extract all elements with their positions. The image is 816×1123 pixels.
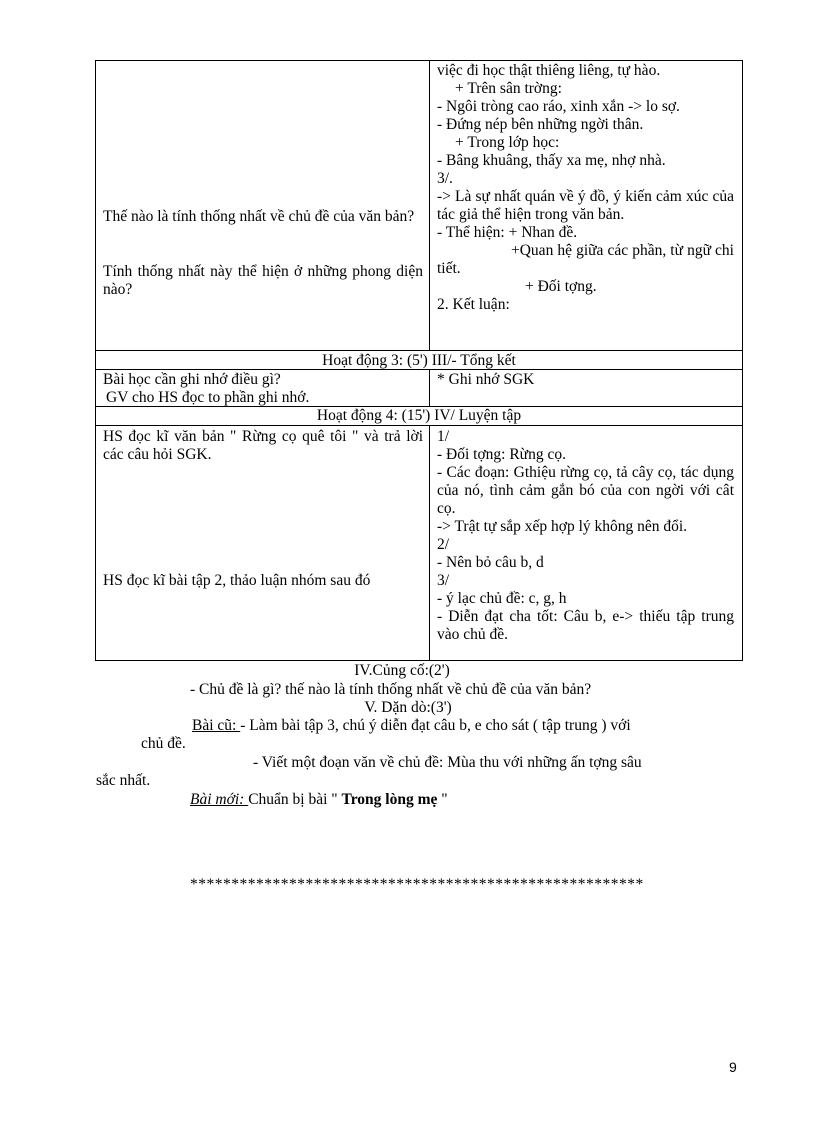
answer-line: - Đứng nép bên những ngời thân. <box>437 116 644 133</box>
answer-line: - Bâng khuâng, thấy xa mẹ, nhợ nhà. <box>437 152 666 169</box>
answer-line: + Trong lớp học: <box>455 134 560 151</box>
question-aspects: Tính thống nhất này thể hiện ở những phong diện nào? <box>103 263 423 298</box>
page-number: 9 <box>729 1059 737 1075</box>
summary-left <box>103 371 423 407</box>
answer-line: 3/ <box>437 572 450 589</box>
new-lesson-text: Chuẩn bị bài " <box>248 791 342 808</box>
summary-instruction: GV cho HS đọc to phần ghi nhớ. <box>106 389 310 406</box>
answer-line: - Đối tợng: Rừng cọ. <box>437 446 566 463</box>
activity-practice-heading: Hoạt động 4: (15') IV/ Luyện tập <box>316 407 522 424</box>
old-lesson-cont: chủ đề. <box>141 735 186 752</box>
question-unity: Thế nào là tính thống nhất về chủ đề của văn bản? <box>103 208 415 225</box>
answer-line: 2/ <box>437 536 450 553</box>
answer-line: - Các đoạn: Gthiệu rừng cọ, tả cây cọ, tác dụng của nó, tình cảm gắn bó của con ngời với cât cọ. <box>437 464 734 517</box>
column-divider <box>429 425 430 660</box>
answer-line: 3/. <box>437 170 453 187</box>
column-divider <box>429 369 430 406</box>
table-border-bottom <box>95 660 743 661</box>
consolidation-heading <box>0 662 816 680</box>
practice-task-1: HS đọc kĩ văn bản " Rừng cọ quê tôi " và trả lời các câu hỏi SGK. <box>103 428 423 463</box>
practice-answers <box>437 428 734 644</box>
answer-line: việc đi học thật thiêng liêng, tự hào. <box>437 62 661 79</box>
answer-line: - Thể hiện: + Nhan đề. <box>437 224 578 241</box>
table-rule <box>95 425 743 426</box>
table-border-top <box>95 60 743 61</box>
consolidation-heading-text: IV.Củng cố:(2') <box>354 662 450 679</box>
answer-line: -> Là sự nhất quán về ý đồ, ý kiến cảm xúc của tác giả thể hiện trong văn bản. <box>437 188 734 223</box>
answer-line: + Đối tợng. <box>525 278 597 295</box>
homework-heading <box>0 699 816 717</box>
separator-stars: ******************************************************* <box>190 876 644 893</box>
new-lesson-end: " <box>437 791 448 808</box>
writing-task-cont: sắc nhất. <box>96 772 151 789</box>
homework-heading-text: V. Dặn dò:(3') <box>364 699 452 716</box>
answer-line: - Ngôi tròng cao ráo, xinh xắn -> lo sợ. <box>437 98 680 115</box>
activity-summary-heading: Hoạt động 3: (5') III/- Tổng kết <box>322 352 516 369</box>
new-lesson-title: Trong lòng mẹ <box>341 791 438 808</box>
table-rule <box>95 350 743 351</box>
summary-question: Bài học cần ghi nhớ điều gì? <box>103 371 281 388</box>
summary-answer: * Ghi nhớ SGK <box>437 371 535 388</box>
answer-line: - ý lạc chủ đề: c, g, h <box>437 590 567 607</box>
answer-line: - Diễn đạt cha tốt: Câu b, e-> thiếu tập trung vào chủ đề. <box>437 608 734 643</box>
new-lesson-line <box>190 791 448 809</box>
new-lesson-label: Bài mới: <box>190 791 249 808</box>
answer-line: +Quan hệ giữa các phần, từ ngữ chi tiết. <box>437 242 734 277</box>
answer-line: -> Trật tự sắp xếp hợp lý không nên đổi. <box>437 518 688 535</box>
old-lesson-line <box>192 717 631 735</box>
answer-section1 <box>437 62 734 314</box>
practice-task-2: HS đọc kĩ bài tập 2, thảo luận nhóm sau đó <box>103 572 371 589</box>
answer-line: 2. Kết luận: <box>437 296 510 313</box>
old-lesson-text: - Làm bài tập 3, chú ý diễn đạt câu b, e cho sát ( tập trung ) với <box>240 717 631 734</box>
answer-line: - Nên bỏ câu b, d <box>437 554 544 571</box>
answer-line: + Trên sân trờng: <box>455 80 562 97</box>
answer-line: 1/ <box>437 428 450 445</box>
old-lesson-label: Bài cũ: <box>192 717 241 734</box>
lesson-table <box>95 60 743 661</box>
column-divider <box>429 60 430 350</box>
consolidation-text: - Chủ đề là gì? thế nào là tính thống nhất về chủ đề của văn bản? <box>190 681 592 698</box>
writing-task: - Viết một đoạn văn về chủ đề: Mùa thu với những ấn tợng sâu <box>253 754 642 771</box>
